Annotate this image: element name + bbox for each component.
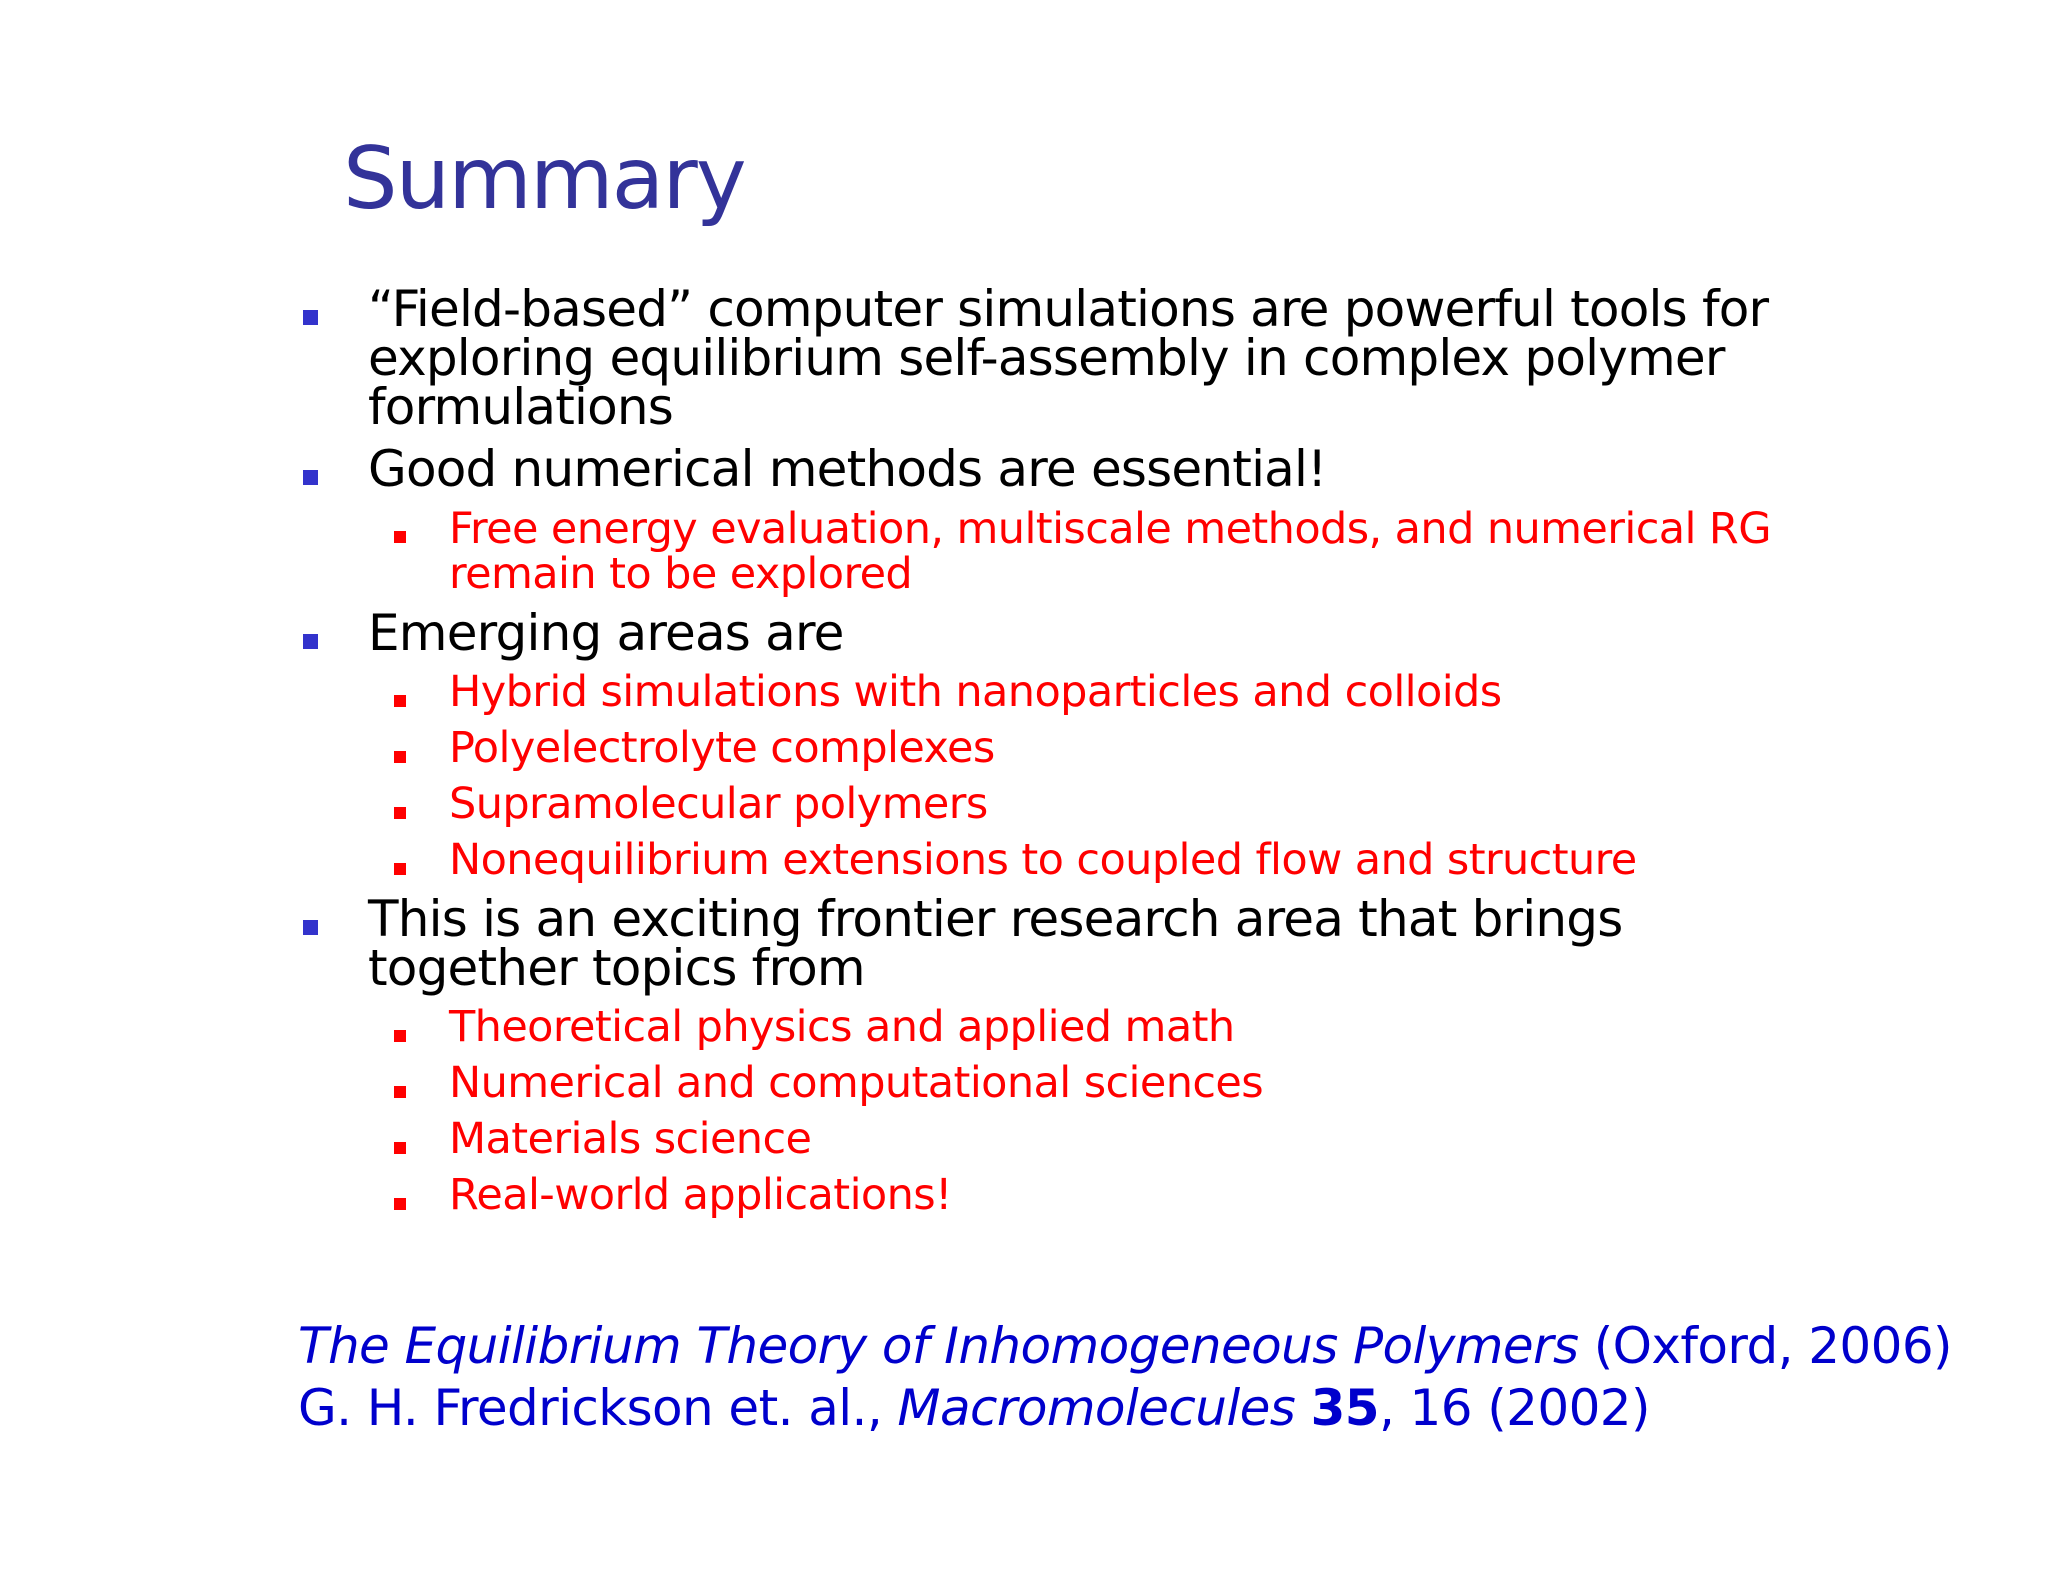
sub-bullet-text: Free energy evaluation, multiscale methods, and numerical RG remain to be explored — [449, 504, 1771, 599]
bullet-marker — [303, 310, 318, 325]
sub-bullet-marker — [394, 1198, 406, 1210]
reference-pages-year: , 16 (2002) — [1378, 1379, 1650, 1437]
reference-book-title: The Equilibrium Theory of Inhomogeneous Polymers — [298, 1317, 1579, 1375]
sub-bullet-marker — [394, 751, 406, 763]
sub-bullet-marker — [394, 1086, 406, 1098]
bullet-text: Emerging areas are — [368, 604, 844, 662]
bullet-marker — [303, 920, 318, 935]
sub-bullet-text: Polyelectrolyte complexes — [449, 723, 995, 773]
sub-bullet-text: Hybrid simulations with nanoparticles and colloids — [449, 667, 1502, 717]
sub-bullet-marker — [394, 1142, 406, 1154]
sub-bullet-text: Numerical and computational sciences — [449, 1058, 1264, 1108]
bullet-text: This is an exciting frontier research area that brings together topics from — [368, 890, 1623, 997]
reference-book-publisher: (Oxford, 2006) — [1578, 1317, 1952, 1375]
sub-bullet-marker — [394, 1030, 406, 1042]
sub-bullet-text: Nonequilibrium extensions to coupled flow and structure — [449, 835, 1637, 885]
reference-authors: G. H. Fredrickson et. al., — [298, 1379, 898, 1437]
sub-bullet-text: Supramolecular polymers — [449, 779, 988, 829]
slide-title: Summary — [343, 129, 745, 229]
reference-volume: 35 — [1310, 1379, 1379, 1437]
sub-bullet-marker — [394, 695, 406, 707]
bullet-text: Good numerical methods are essential! — [368, 440, 1327, 498]
reference-journal: Macromolecules — [897, 1379, 1296, 1437]
reference-book — [298, 1315, 2018, 1378]
sub-bullet-marker — [394, 531, 406, 543]
sub-bullet-text: Theoretical physics and applied math — [449, 1002, 1235, 1052]
sub-bullet-marker — [394, 807, 406, 819]
reference-article — [298, 1377, 2018, 1440]
sub-bullet-text: Materials science — [449, 1114, 812, 1164]
sub-bullet-marker — [394, 863, 406, 875]
bullet-text: “Field-based” computer simulations are powerful tools for exploring equilibrium self-assembly in complex polymer formulations — [368, 280, 1769, 436]
bullet-marker — [303, 470, 318, 485]
bullet-marker — [303, 634, 318, 649]
sub-bullet-text: Real-world applications! — [449, 1170, 952, 1220]
